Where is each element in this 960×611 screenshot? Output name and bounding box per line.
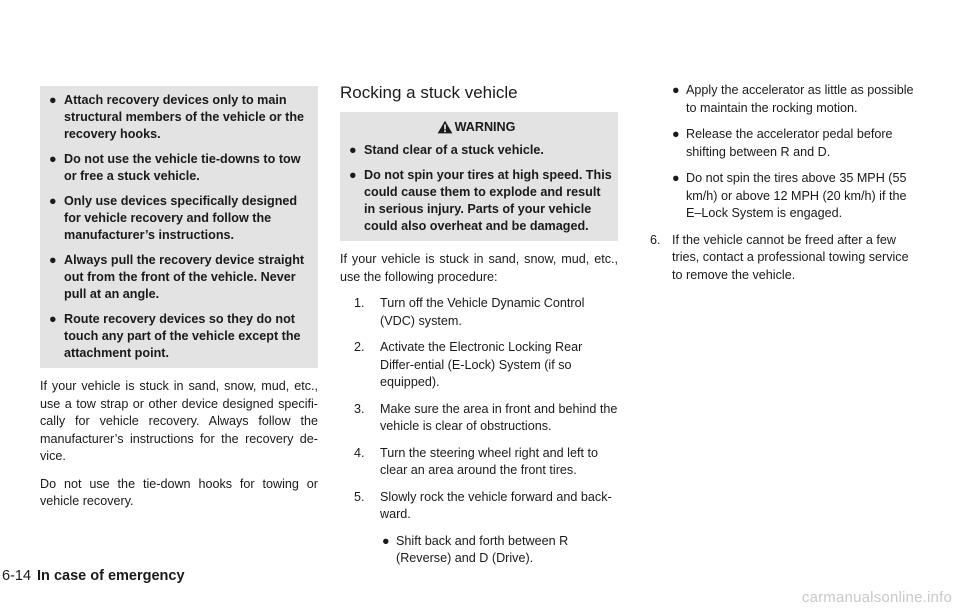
- caution-box: [40, 86, 318, 368]
- bullet-icon: ●: [49, 194, 57, 208]
- warning-box: [340, 112, 618, 241]
- warning-item: ● Stand clear of a stuck vehicle.: [349, 143, 544, 157]
- procedure-step: 5. Slowly rock the vehicle forward and back-ward.: [354, 489, 612, 521]
- watermark: carmanualsonline.info: [801, 589, 952, 606]
- caution-item: ● Route recovery devices so they do not touch any part of the vehicle except the attachment point.: [49, 312, 301, 360]
- paragraph: Do not use the tie-down hooks for towing or vehicle recovery.: [40, 476, 318, 508]
- bullet-icon: ●: [349, 168, 357, 182]
- column-middle: [340, 0, 618, 577]
- bullet-icon: ●: [349, 143, 357, 157]
- column-right: [644, 82, 922, 293]
- procedure-sub-item: ● Do not spin the tires above 35 MPH (55 km/h) or above 12 MPH (20 km/h) if the E–Lock System is engaged.: [672, 171, 907, 220]
- bullet-icon: ●: [382, 533, 390, 548]
- bullet-icon: ●: [672, 171, 680, 185]
- warning-header: [340, 118, 612, 136]
- column-left: [40, 0, 318, 511]
- procedure-sub-item: ● Shift back and forth between R (Reverse) and D (Drive).: [382, 533, 569, 565]
- bullet-icon: ●: [672, 83, 680, 97]
- bullet-icon: ●: [672, 127, 680, 141]
- procedure-step: 3. Make sure the area in front and behind the vehicle is clear of obstructions.: [354, 401, 618, 433]
- procedure-step: 2. Activate the Electronic Locking Rear Differ-ential (E-Lock) System (if so equipped).: [354, 340, 583, 389]
- paragraph: If your vehicle is stuck in sand, snow, mud, etc., use a tow strap or other device designed specifi-cally for vehicle recovery. Always follow the manufacturer’s instructions for the recovery de-vice.: [40, 379, 318, 463]
- section-title: Rocking a stuck vehicle: [340, 83, 518, 102]
- procedure-step: 1. Turn off the Vehicle Dynamic Control (VDC) system.: [354, 296, 585, 328]
- procedure-sub-item: ● Apply the accelerator as little as possible to maintain the rocking motion.: [672, 83, 914, 115]
- intro-paragraph: If your vehicle is stuck in sand, snow, mud, etc., use the following procedure:: [340, 252, 618, 284]
- procedure-step: 4. Turn the steering wheel right and left to clear an area around the front tires.: [354, 445, 598, 477]
- bullet-icon: ●: [49, 152, 57, 166]
- procedure-step: 6. If the vehicle cannot be freed after a few tries, contact a professional towing service to remove the vehicle.: [650, 232, 909, 282]
- warning-label: WARNING: [454, 120, 516, 134]
- caution-item: ● Only use devices specifically designed for vehicle recovery and follow the manufacturer’s instructions.: [49, 194, 298, 242]
- chapter-title: In case of emergency: [37, 568, 185, 584]
- page-number: 6-14: [2, 568, 32, 584]
- caution-item: ● Attach recovery devices only to main structural members of the vehicle or the recovery hooks.: [49, 93, 305, 141]
- bullet-icon: ●: [49, 253, 57, 267]
- bullet-icon: ●: [49, 312, 57, 326]
- bullet-icon: ●: [49, 93, 57, 107]
- page-footer: [2, 568, 185, 584]
- procedure-sub-item: ● Release the accelerator pedal before shifting between R and D.: [672, 127, 893, 159]
- warning-item: ● Do not spin your tires at high speed. This could cause them to explode and result in serious injury. Parts of your vehicle could also overheat and be damaged.: [349, 168, 612, 233]
- warning-icon: [437, 120, 453, 134]
- caution-item: ● Always pull the recovery device straight out from the front of the vehicle. Never pull at an angle.: [49, 253, 305, 301]
- caution-item: ● Do not use the vehicle tie-downs to tow or free a stuck vehicle.: [49, 152, 301, 183]
